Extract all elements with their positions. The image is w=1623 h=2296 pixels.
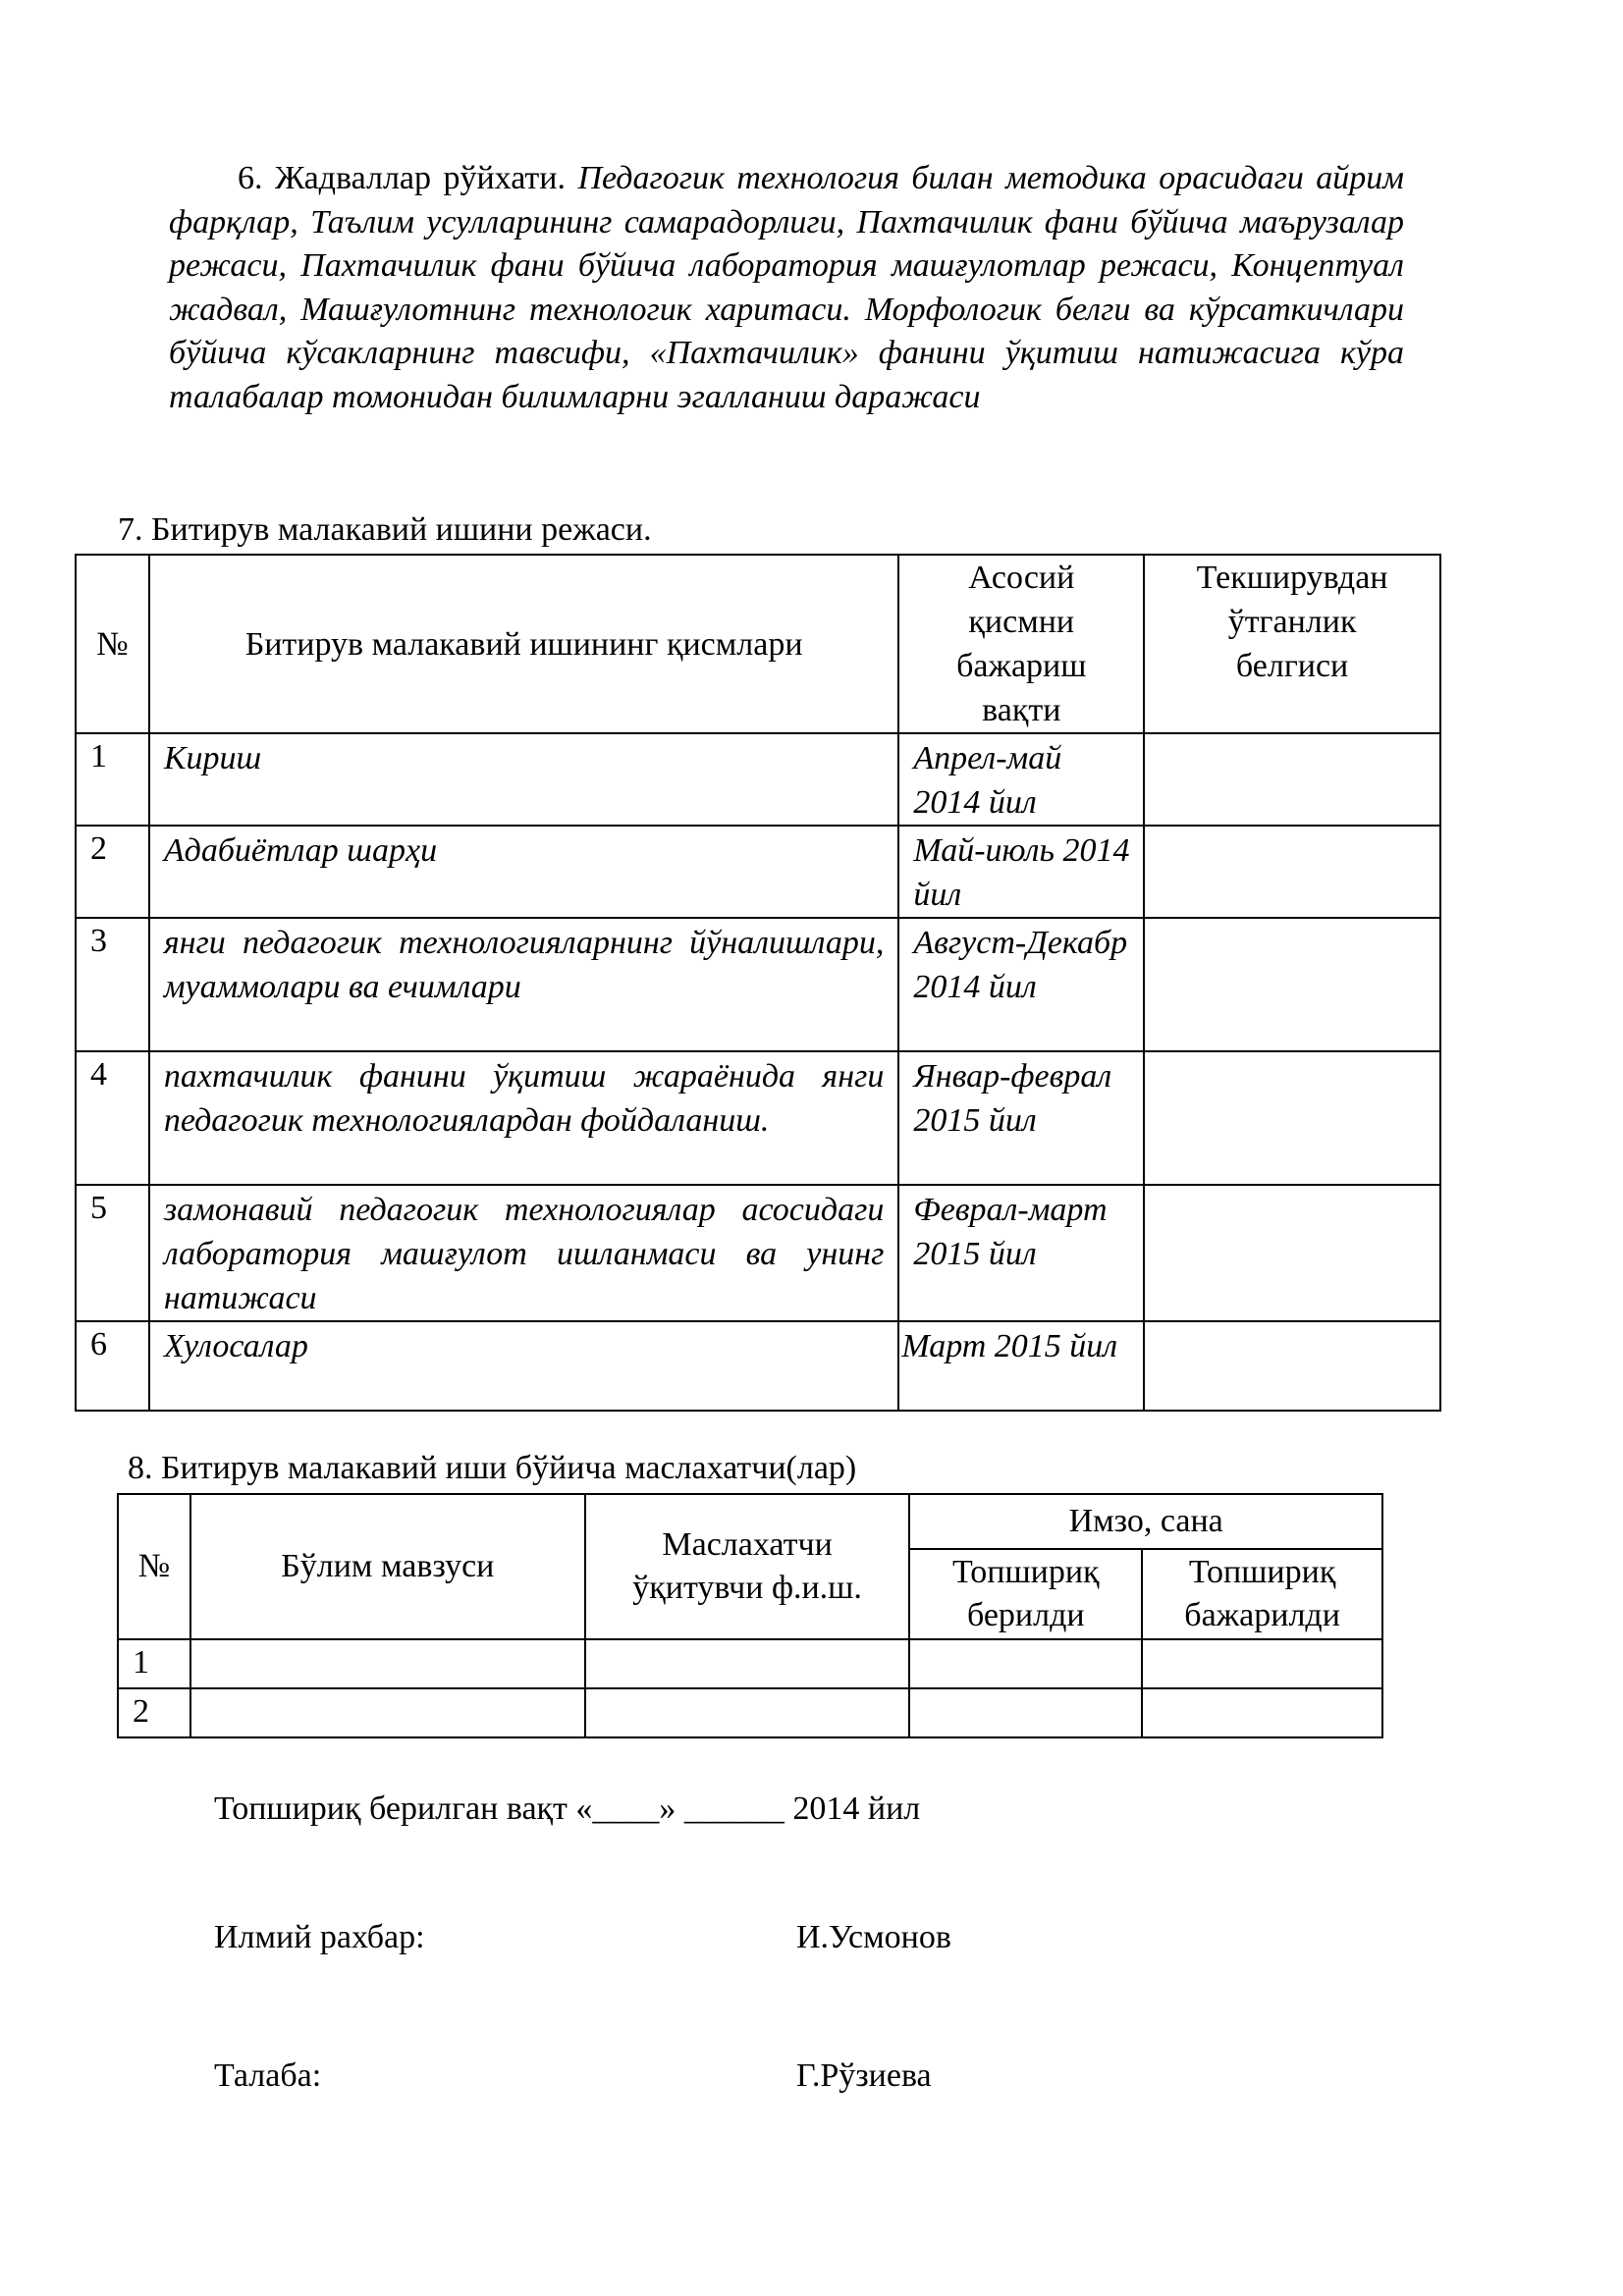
header-time: Асосий қисмни бажариш вақти — [898, 555, 1144, 733]
row-task-given — [909, 1639, 1142, 1688]
table-row — [76, 1051, 1440, 1185]
row-time: Март 2015 йил — [898, 1321, 1144, 1411]
row-number: 1 — [76, 733, 149, 826]
table-header-row — [76, 555, 1440, 733]
row-number: 2 — [118, 1688, 190, 1737]
table-row — [118, 1688, 1382, 1737]
row-time: Август-Декабр 2014 йил — [898, 918, 1144, 1051]
row-check — [1144, 733, 1440, 826]
row-part: пахтачилик фанини ўқитиш жараёнида янги педагогик технологиялардан фойдаланиш. — [149, 1051, 899, 1185]
table-header-row — [118, 1494, 1382, 1549]
header-signature-date: Имзо, сана — [909, 1494, 1382, 1549]
student-label: Талаба: — [214, 2057, 322, 2094]
row-check — [1144, 826, 1440, 918]
row-check — [1144, 1185, 1440, 1321]
header-number: № — [118, 1494, 190, 1639]
supervisor-name: И.Усмонов — [796, 1919, 951, 1955]
row-number: 5 — [76, 1185, 149, 1321]
row-check — [1144, 1321, 1440, 1411]
section-8-title: 8. Битирув малакавий иши бўйича маслахатчи(лар) — [128, 1450, 857, 1486]
header-part: Битирув малакавий ишининг қисмлари — [149, 555, 899, 733]
student-name: Г.Рўзиева — [796, 2057, 932, 2094]
row-task-done — [1142, 1688, 1382, 1737]
row-time: Январ-феврал 2015 йил — [898, 1051, 1144, 1185]
row-task-given — [909, 1688, 1142, 1737]
table-row — [76, 1321, 1440, 1411]
table-row — [76, 826, 1440, 918]
row-advisor — [585, 1688, 910, 1737]
section-6-text: Педагогик технология билан методика орасидаги айрим фарқлар, Таълим усулларининг самарадорлиги, Пахтачилик фани бўйича маърузалар режаси, Пахтачилик фани бўйича лаборатория машғулотлар режаси, Концептуал жадвал, Машғулотнинг технологик харитаси. Морфологик белги ва кўрсаткичлари бўйича кўсакларнинг тавсифи, «Пахтачилик» фанини ўқитиш натижасига кўра талабалар томонидан билимларни эгалланиш даражаси — [169, 160, 1404, 415]
header-number: № — [76, 555, 149, 733]
section-7-title: 7. Битирув малакавий ишини режаси. — [118, 511, 652, 548]
header-advisor: Маслахатчи ўқитувчи ф.и.ш. — [585, 1494, 910, 1639]
row-part: Кириш — [149, 733, 899, 826]
row-topic — [190, 1688, 585, 1737]
row-time: Апрел-май 2014 йил — [898, 733, 1144, 826]
header-task-done: Топшириқ бажарилди — [1142, 1549, 1382, 1639]
advisors-table — [117, 1493, 1383, 1738]
row-part: Адабиётлар шарҳи — [149, 826, 899, 918]
table-row — [118, 1639, 1382, 1688]
row-part: Хулосалар — [149, 1321, 899, 1411]
supervisor-label: Илмий рахбар: — [214, 1919, 425, 1955]
row-number: 2 — [76, 826, 149, 918]
row-number: 1 — [118, 1639, 190, 1688]
table-row — [76, 1185, 1440, 1321]
row-number: 4 — [76, 1051, 149, 1185]
table-row — [76, 733, 1440, 826]
header-topic: Бўлим мавзуси — [190, 1494, 585, 1639]
section-6-number: 6. — [238, 160, 263, 196]
thesis-plan-table — [75, 554, 1441, 1412]
row-check — [1144, 1051, 1440, 1185]
row-check — [1144, 918, 1440, 1051]
row-number: 3 — [76, 918, 149, 1051]
row-number: 6 — [76, 1321, 149, 1411]
row-task-done — [1142, 1639, 1382, 1688]
row-time: Феврал-март 2015 йил — [898, 1185, 1144, 1321]
row-part: янги педагогик технологияларнинг йўналишлари, муаммолари ва ечимлари — [149, 918, 899, 1051]
row-advisor — [585, 1639, 910, 1688]
row-topic — [190, 1639, 585, 1688]
assignment-date-line: Топшириқ берилган вақт «____» ______ 2014 йил — [214, 1790, 921, 1827]
header-check: Текширувдан ўтганлик белгиси — [1144, 555, 1440, 733]
table-row — [76, 918, 1440, 1051]
section-6-paragraph — [169, 157, 1404, 420]
row-time: Май-июль 2014 йил — [898, 826, 1144, 918]
section-6-title: Жадваллар рўйхати. — [274, 160, 566, 196]
header-task-given: Топшириқ берилди — [909, 1549, 1142, 1639]
row-part: замонавий педагогик технологиялар асосидаги лаборатория машғулот ишланмаси ва унинг натижаси — [149, 1185, 899, 1321]
